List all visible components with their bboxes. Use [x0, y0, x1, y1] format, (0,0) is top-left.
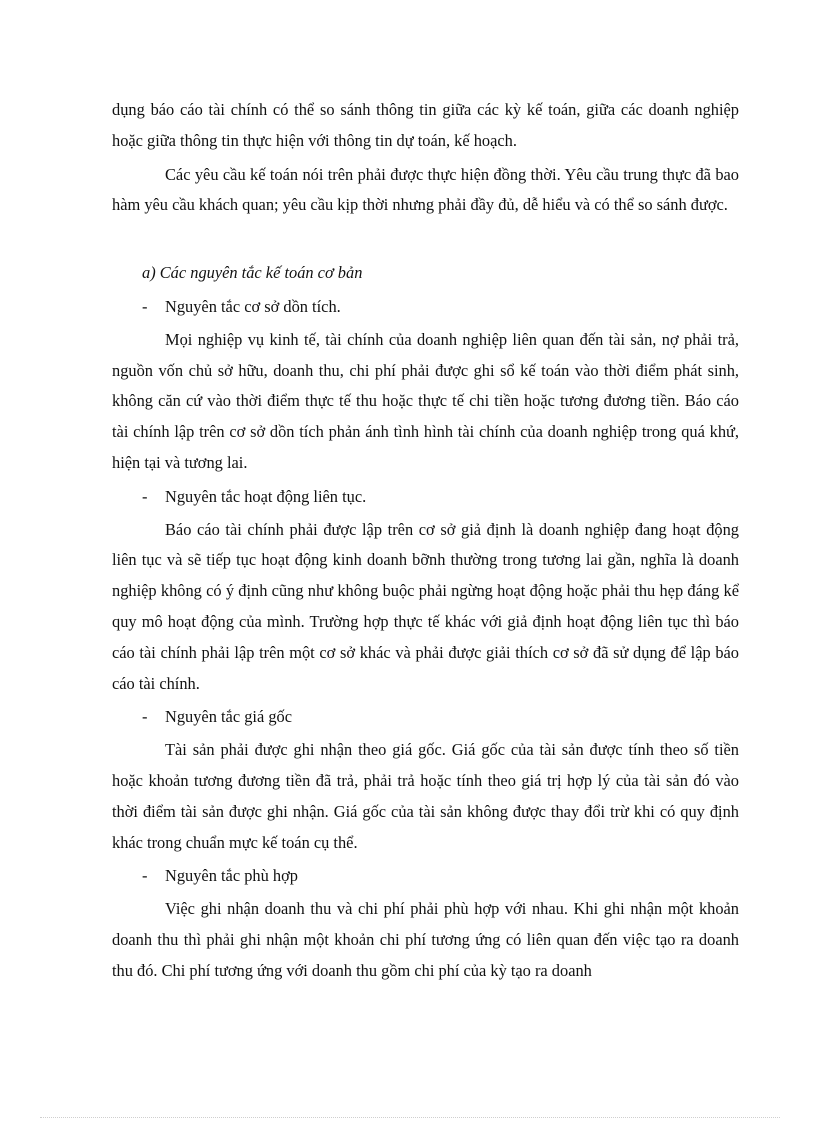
principle-body-matching: Việc ghi nhận doanh thu và chi phí phải phù hợp với nhau. Khi ghi nhận một khoản doanh thu thì phải ghi nhận một khoản chi phí tương ứng có liên quan đến việc tạo ra doanh thu đó. Chi phí tương ứng với doanh thu gồm chi phí của kỳ tạo ra doanh [112, 899, 739, 980]
paragraph-intro-continuation: dụng báo cáo tài chính có thể so sánh thông tin giữa các kỳ kế toán, giữa các doanh nghiệp hoặc giữa thông tin thực hiện với thông tin dự toán, kế hoạch. [112, 100, 739, 150]
principle-title-historical-cost [112, 702, 739, 733]
section-heading: a) Các nguyên tắc kế toán cơ bản [142, 263, 363, 283]
page-content [112, 95, 739, 987]
principle-title-accrual [112, 292, 739, 323]
principle-title-text: Nguyên tắc phù hợp [165, 866, 298, 886]
paragraph-requirements: Các yêu cầu kế toán nói trên phải được thực hiện đồng thời. Yêu cầu trung thực đã bao hàm yêu cầu khách quan; yêu cầu kịp thời nhưng phải đầy đủ, dễ hiểu và có thể so sánh được. [112, 164, 739, 215]
bullet-dash: - [142, 486, 148, 506]
principle-body-going-concern: Báo cáo tài chính phải được lập trên cơ sở giả định là doanh nghiệp đang hoạt động liên tục và sẽ tiếp tục hoạt động kinh doanh bỡnh thường trong tương lai gần, nghĩa là doanh nghiệp không có ý định cũng như không buộc phải ngừng hoạt động hoặc phải thu hẹp đáng kể quy mô hoạt động của mình. Trường hợp thực tế khác với giả định hoạt động liên tục thì báo cáo tài chính phải lập trên một cơ sở khác và phải được giải thích cơ sở đã sử dụng để lập báo cáo tài chính. [112, 519, 739, 693]
principle-body-accrual: Mọi nghiệp vụ kinh tế, tài chính của doanh nghiệp liên quan đến tài sản, nợ phải trả, nguồn vốn chủ sở hữu, doanh thu, chi phí phải được ghi sổ kế toán vào thời điểm phát sinh, không căn cứ vào thời điểm thực tế thu hoặc thực tế chi tiền hoặc tương đương tiền. Báo cáo tài chính lập trên cơ sở dồn tích phản ánh tình hình tài chính của doanh nghiệp trong quá khứ, hiện tại và tương lai. [112, 329, 739, 472]
principle-title-text: Nguyên tắc giá gốc [165, 707, 292, 727]
principle-title-going-concern [112, 482, 739, 513]
bullet-dash: - [142, 707, 148, 727]
bullet-dash: - [142, 296, 148, 316]
principle-body-historical-cost: Tài sản phải được ghi nhận theo giá gốc. Giá gốc của tài sản được tính theo số tiền hoặc khoản tương đương tiền đã trả, phải trả hoặc tính theo giá trị hợp lý của tài sản đó vào thời điểm tài sản được ghi nhận. Giá gốc của tài sản không được thay đổi trừ khi có quy định khác trong chuẩn mực kế toán cụ thể. [112, 740, 739, 852]
principle-title-text: Nguyên tắc cơ sở dồn tích. [165, 296, 341, 316]
principle-title-text: Nguyên tắc hoạt động liên tục. [165, 486, 367, 506]
principle-title-matching [112, 861, 739, 892]
bullet-dash: - [142, 866, 148, 886]
page-bottom-divider [40, 1117, 780, 1118]
